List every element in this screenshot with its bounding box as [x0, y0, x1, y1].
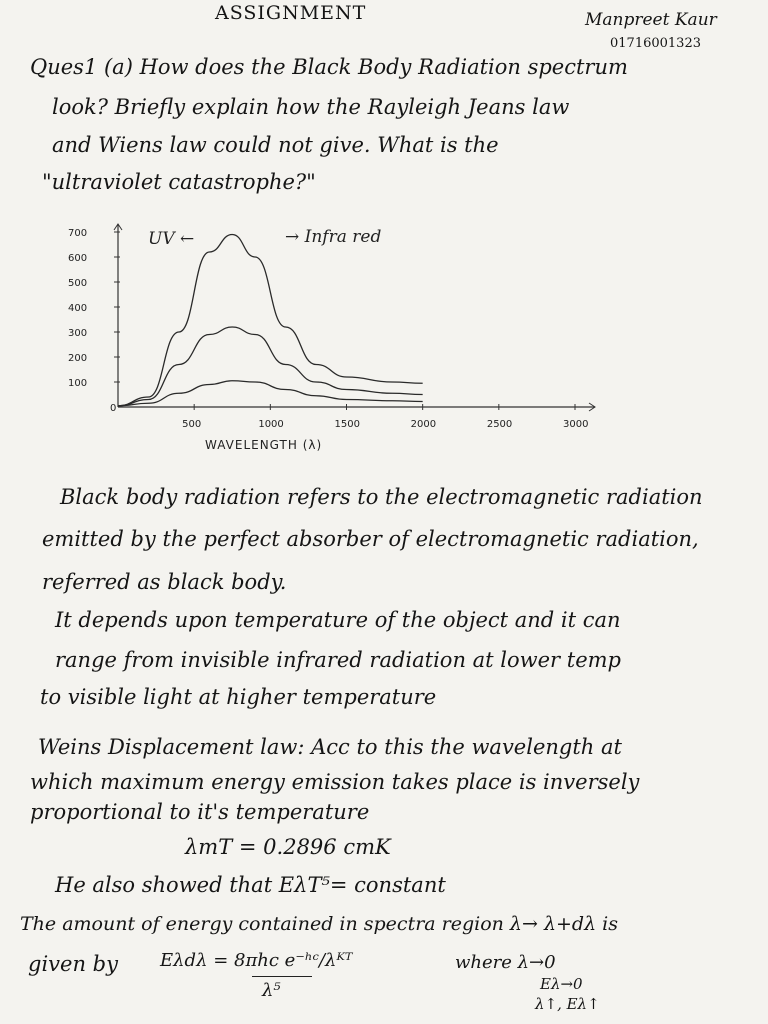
- page-title: ASSIGNMENT: [215, 2, 367, 24]
- x-tick-label: 3000: [563, 419, 589, 430]
- equation-wien: λmT = 0.2896 cmK: [185, 835, 391, 859]
- body-p5-line-2: given by: [28, 952, 118, 976]
- condition-where: where λ→0: [455, 952, 556, 973]
- chart-axes: [114, 224, 595, 411]
- question-line-2: look? Briefly explain how the Rayleigh Jeans law: [52, 95, 570, 119]
- question-line-1: Ques1 (a) How does the Black Body Radiation spectrum: [30, 55, 628, 79]
- spectrum-curve-1: [118, 235, 423, 406]
- body-p2-line-2: range from invisible infrared radiation at lower temp: [55, 648, 621, 672]
- roll-number: 01716001323: [610, 36, 701, 51]
- body-p3-line-1: Weins Displacement law: Acc to this the wavelength at: [38, 735, 622, 759]
- origin-label: 0: [110, 403, 117, 414]
- body-p2-line-1: It depends upon temperature of the object and it can: [55, 608, 621, 632]
- body-p3-line-2: which maximum energy emission takes place is inversely: [30, 770, 640, 794]
- body-p1-line-3: referred as black body.: [42, 570, 287, 594]
- equation-energy-denominator: λ⁵: [262, 980, 281, 1001]
- author-name: Manpreet Kaur: [585, 10, 717, 30]
- y-tick-label: 200: [68, 353, 88, 364]
- body-p1-line-1: Black body radiation refers to the electromagnetic radiation: [60, 485, 703, 509]
- question-line-3: and Wiens law could not give. What is the: [52, 133, 499, 157]
- y-tick-label: 300: [68, 328, 88, 339]
- x-tick-label: 2000: [410, 419, 437, 430]
- y-tick-label: 600: [68, 253, 88, 264]
- body-p2-line-3: to visible light at higher temperature: [40, 685, 437, 709]
- condition-2: λ↑, Eλ↑: [535, 995, 600, 1013]
- y-tick-label: 100: [68, 378, 88, 389]
- body-p3-line-3: proportional to it's temperature: [30, 800, 370, 824]
- fraction-bar: [252, 976, 312, 977]
- y-tick-label: 400: [68, 303, 88, 314]
- equation-energy: Eλdλ = 8πhc e⁻ʰᶜ/λᴷᵀ: [160, 950, 353, 971]
- x-axis-label: WAVELENGTH (λ): [205, 438, 323, 452]
- x-tick-label: 2500: [486, 419, 513, 430]
- spectrum-curve-3: [118, 381, 423, 406]
- blackbody-spectrum-chart: [55, 212, 615, 462]
- body-p5-line-1: The amount of energy contained in spectra region λ→ λ+dλ is: [20, 913, 618, 935]
- uv-annotation: UV ←: [148, 229, 195, 249]
- x-tick-label: 500: [182, 419, 202, 430]
- body-p4: He also showed that EλT⁵= constant: [55, 873, 446, 897]
- y-tick-label: 500: [68, 278, 88, 289]
- condition-1: Eλ→0: [540, 975, 583, 993]
- question-line-4: "ultraviolet catastrophe?": [42, 170, 316, 194]
- body-p1-line-2: emitted by the perfect absorber of electromagnetic radiation,: [42, 527, 699, 551]
- x-tick-label: 1500: [334, 419, 360, 430]
- y-tick-label: 700: [68, 228, 88, 239]
- infrared-annotation: → Infra red: [285, 227, 382, 247]
- chart-curves: [118, 235, 423, 406]
- x-tick-label: 1000: [258, 419, 284, 430]
